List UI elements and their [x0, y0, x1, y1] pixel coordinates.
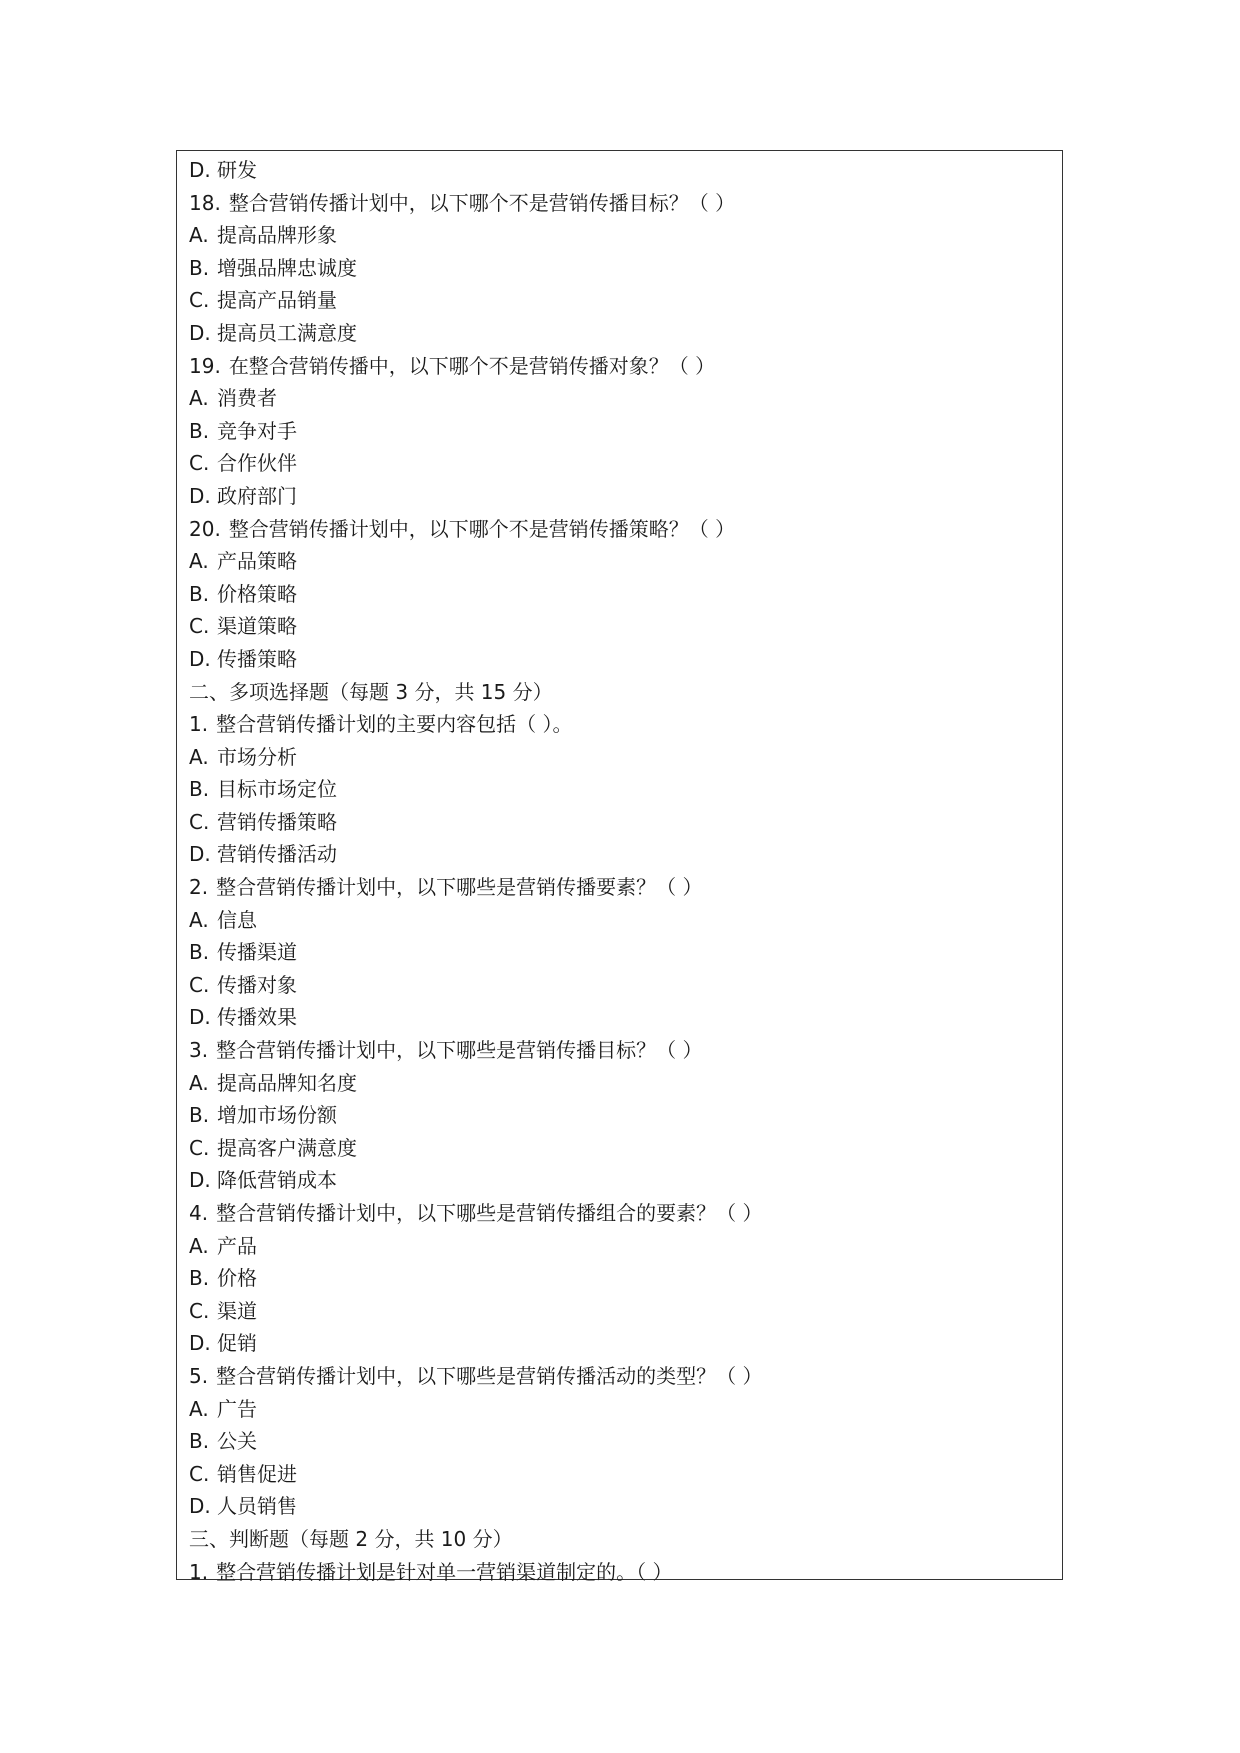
option-text: 信息: [217, 907, 257, 932]
question-text: 在整合营销传播中，以下哪个不是营销传播对象？（ ）: [228, 353, 716, 378]
option-letter: B.: [189, 777, 210, 802]
option-text: 传播策略: [217, 646, 297, 671]
answer-option: [189, 447, 762, 480]
option-letter: A.: [189, 386, 209, 411]
option-text: 提高员工满意度: [217, 320, 357, 345]
section-title: 二、多项选择题（每题 3 分，共 15 分）: [189, 679, 553, 704]
option-letter: D.: [189, 1494, 211, 1519]
option-text: 研发: [217, 158, 257, 182]
question-text: 整合营销传播计划中，以下哪些是营销传播目标？（ ）: [216, 1038, 703, 1063]
answer-option: [189, 1327, 762, 1360]
question-number: 5.: [189, 1363, 209, 1388]
option-text: 市场分析: [217, 744, 297, 769]
option-text: 产品策略: [217, 549, 297, 574]
answer-option: [189, 382, 762, 415]
answer-option: [189, 773, 762, 806]
option-text: 降低营销成本: [217, 1168, 337, 1193]
question-number: 2.: [189, 875, 209, 900]
question-text: 整合营销传播计划中，以下哪些是营销传播组合的要素？（ ）: [216, 1201, 763, 1225]
question-number: 1.: [189, 1559, 209, 1584]
document-content-box: [176, 150, 1063, 1584]
answer-option: [189, 317, 762, 350]
option-text: 产品: [217, 1233, 257, 1258]
question-number: 4.: [189, 1201, 209, 1225]
section-title: 三、判断题（每题 2 分，共 10 分）: [189, 1526, 513, 1551]
answer-option: [189, 936, 762, 969]
answer-option: [189, 545, 762, 578]
question-stem: [189, 1197, 762, 1230]
option-letter: A.: [189, 1396, 209, 1421]
answer-option: [189, 741, 762, 774]
option-text: 传播渠道: [217, 940, 297, 965]
option-letter: B.: [189, 581, 210, 606]
option-text: 提高产品销量: [217, 288, 337, 313]
question-stem: [189, 708, 762, 741]
option-text: 价格: [217, 1266, 257, 1291]
question-text: 整合营销传播计划中，以下哪些是营销传播活动的类型？（ ）: [216, 1363, 763, 1388]
question-text: 整合营销传播计划的主要内容包括（ ）。: [216, 712, 573, 737]
option-text: 政府部门: [217, 483, 297, 508]
question-number: 20.: [189, 516, 221, 541]
option-text: 提高品牌知名度: [217, 1070, 357, 1095]
option-letter: D.: [189, 842, 211, 867]
option-letter: B.: [189, 1103, 210, 1128]
answer-option: [189, 1262, 762, 1295]
answer-option: [189, 904, 762, 937]
option-letter: B.: [189, 418, 210, 443]
option-letter: A.: [189, 549, 209, 574]
option-text: 增强品牌忠诚度: [217, 255, 357, 280]
answer-option: [189, 578, 762, 611]
question-stem: [189, 871, 762, 904]
answer-option: [189, 480, 762, 513]
answer-option: [189, 1393, 762, 1426]
option-letter: D.: [189, 1331, 211, 1356]
option-letter: A.: [189, 223, 209, 248]
option-text: 目标市场定位: [217, 777, 337, 802]
option-letter: A.: [189, 1233, 209, 1258]
question-stem: [189, 187, 762, 220]
question-text: 整合营销传播计划中，以下哪些是营销传播要素？（ ）: [216, 875, 703, 900]
option-text: 渠道: [217, 1298, 257, 1323]
answer-option: [189, 1425, 762, 1458]
option-letter: C.: [189, 1298, 210, 1323]
answer-option: [189, 643, 762, 676]
section-heading: [189, 676, 762, 709]
option-text: 广告: [217, 1396, 257, 1421]
answer-option: [189, 806, 762, 839]
option-text: 人员销售: [217, 1494, 297, 1519]
option-text: 促销: [217, 1331, 257, 1356]
answer-option: [189, 610, 762, 643]
answer-option: [189, 969, 762, 1002]
answer-option: [189, 1295, 762, 1328]
option-text: 提高品牌形象: [217, 223, 337, 248]
answer-option: [189, 252, 762, 285]
option-text: 提高客户满意度: [217, 1135, 357, 1160]
option-text: 传播效果: [217, 1005, 297, 1030]
answer-option: [189, 1458, 762, 1491]
answer-option: [189, 284, 762, 317]
answer-option: [189, 154, 762, 187]
option-letter: C.: [189, 451, 210, 476]
option-letter: B.: [189, 940, 210, 965]
question-number: 19.: [189, 353, 221, 378]
option-letter: A.: [189, 907, 209, 932]
option-text: 销售促进: [217, 1461, 297, 1486]
question-number: 1.: [189, 712, 209, 737]
option-text: 消费者: [217, 386, 277, 411]
option-letter: C.: [189, 614, 210, 639]
option-text: 竞争对手: [217, 418, 297, 443]
answer-option: [189, 1099, 762, 1132]
answer-option: [189, 1230, 762, 1263]
answer-option: [189, 1001, 762, 1034]
answer-option: [189, 1132, 762, 1165]
answer-option: [189, 1067, 762, 1100]
question-stem: [189, 1360, 762, 1393]
option-letter: D.: [189, 483, 211, 508]
question-text: 整合营销传播计划是针对单一营销渠道制定的。（ ）: [216, 1559, 673, 1584]
option-letter: D.: [189, 320, 211, 345]
question-text: 整合营销传播计划中，以下哪个不是营销传播目标？（ ）: [228, 190, 736, 215]
option-letter: B.: [189, 255, 210, 280]
option-letter: C.: [189, 809, 210, 834]
question-text: 整合营销传播计划中，以下哪个不是营销传播策略？（ ）: [228, 516, 736, 541]
answer-option: [189, 415, 762, 448]
option-letter: A.: [189, 744, 209, 769]
answer-option: [189, 1490, 762, 1523]
question-stem: [189, 350, 762, 383]
answer-option: [189, 219, 762, 252]
option-text: 渠道策略: [217, 614, 297, 639]
question-stem: [189, 513, 762, 546]
option-letter: D.: [189, 1168, 211, 1193]
option-letter: D.: [189, 646, 211, 671]
exam-question-list: [189, 154, 762, 1588]
option-text: 价格策略: [217, 581, 297, 606]
option-text: 营销传播策略: [217, 809, 337, 834]
answer-option: [189, 1164, 762, 1197]
option-letter: D.: [189, 1005, 211, 1030]
option-letter: C.: [189, 1135, 210, 1160]
option-letter: B.: [189, 1429, 210, 1454]
option-text: 传播对象: [217, 972, 297, 997]
option-text: 公关: [217, 1429, 257, 1454]
section-heading: [189, 1523, 762, 1556]
question-number: 18.: [189, 190, 221, 215]
question-number: 3.: [189, 1038, 209, 1063]
option-letter: D.: [189, 158, 211, 182]
option-letter: B.: [189, 1266, 210, 1291]
option-letter: A.: [189, 1070, 209, 1095]
option-text: 营销传播活动: [217, 842, 337, 867]
answer-option: [189, 838, 762, 871]
question-stem: [189, 1556, 762, 1589]
option-text: 增加市场份额: [217, 1103, 337, 1128]
option-letter: C.: [189, 972, 210, 997]
option-text: 合作伙伴: [217, 451, 297, 476]
question-stem: [189, 1034, 762, 1067]
option-letter: C.: [189, 1461, 210, 1486]
option-letter: C.: [189, 288, 210, 313]
